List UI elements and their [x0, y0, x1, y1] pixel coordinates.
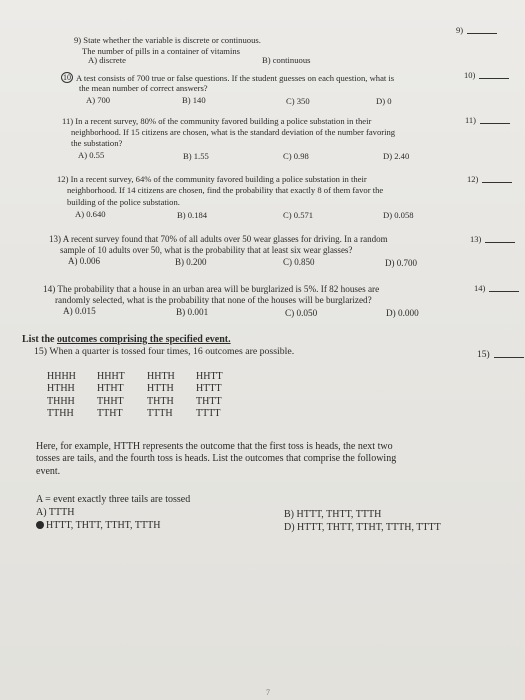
answer-blank-12[interactable] [467, 174, 512, 184]
bleed-through-text [430, 508, 432, 518]
choice-d[interactable]: D) 0.000 [386, 308, 419, 318]
question-stem: 13) A recent survey found that 70% of all adults over 50 wear glasses for driving. In a random [49, 234, 388, 244]
question-stem: 9) State whether the variable is discrete or continuous. [74, 35, 261, 45]
outcome-cell: THTH [147, 396, 174, 407]
choice-d[interactable]: D) 0.058 [383, 210, 414, 220]
outcome-cell: THTT [196, 396, 222, 407]
explanation-line: tosses are tails, and the fourth toss is heads. List the outcomes that comprise the following [36, 453, 397, 464]
blank-label: 14) [474, 283, 486, 293]
choice-a[interactable]: A) 700 [86, 95, 111, 105]
outcome-cell: TTTH [147, 408, 173, 419]
choice-a[interactable]: A) discrete [88, 55, 126, 65]
choice-c[interactable]: HTTT, THTT, TTHT, TTTH [36, 520, 160, 532]
outcome-cell: TTHH [47, 408, 74, 419]
outcome-cell: HHHT [97, 371, 125, 382]
question-stem: 15) When a quarter is tossed four times, 16 outcomes are possible. [34, 346, 295, 357]
question-stem-cont: neighborhood. If 15 citizens are chosen, what is the standard deviation of the number favoring [71, 127, 396, 137]
blank-label: 11) [465, 115, 477, 125]
choice-b[interactable]: B) continuous [262, 55, 311, 65]
answer-blank-14[interactable] [474, 283, 519, 293]
choice-d[interactable]: D) 0.700 [385, 258, 417, 268]
choice-c[interactable]: C) 350 [286, 96, 310, 106]
question-stem: A test consists of 700 true or false questions. If the student guesses on each question, what is [76, 73, 395, 83]
choice-a[interactable]: A) TTTH [36, 507, 75, 518]
question-stem: 14) The probability that a house in an urban area will be burglarized is 5%. If 82 houses are [43, 284, 380, 294]
choice-b[interactable]: B) 0.200 [175, 257, 207, 267]
question-stem-cont: building of the police substation. [67, 197, 180, 207]
section-heading: List the outcomes comprising the specified event. [22, 334, 231, 345]
page-mark: 7 [266, 688, 270, 697]
outcome-cell: TTTT [196, 408, 221, 419]
event-definition: A = event exactly three tails are tossed [36, 494, 191, 505]
question-stem: 12) In a recent survey, 64% of the community favored building a police substation in their [57, 174, 367, 184]
choice-a[interactable]: A) 0.55 [78, 150, 105, 160]
outcome-cell: THHT [97, 396, 124, 407]
choice-a[interactable]: A) 0.640 [75, 209, 106, 219]
choice-b[interactable]: B) HTTT, THTT, TTTH [284, 509, 382, 520]
question-number-circled: 10 [63, 73, 71, 82]
choice-b[interactable]: B) 1.55 [183, 151, 209, 161]
filled-bubble-icon [36, 521, 44, 529]
outcome-cell: HHTH [147, 371, 175, 382]
choice-a[interactable]: A) 0.006 [68, 256, 100, 266]
choice-b[interactable]: B) 0.184 [177, 210, 208, 220]
choice-d[interactable]: D) 2.40 [383, 151, 410, 161]
answer-blank-13[interactable] [470, 234, 515, 244]
blank-label: 9) [456, 25, 464, 35]
choice-c[interactable]: C) 0.571 [283, 210, 314, 220]
blank-label: 13) [470, 234, 482, 244]
outcome-cell: HTHT [97, 383, 124, 394]
outcome-cell: HHTT [196, 371, 223, 382]
choice-b[interactable]: B) 0.001 [176, 307, 209, 317]
outcome-cell: HTTT [196, 383, 222, 394]
choice-c[interactable]: C) 0.98 [283, 151, 309, 161]
question-stem-cont: the substation? [71, 138, 123, 148]
blank-label: 12) [467, 174, 479, 184]
question-stem-cont: randomly selected, what is the probability that none of the houses will be burglarized? [55, 295, 372, 305]
answer-blank-11[interactable] [465, 115, 510, 125]
choice-a[interactable]: A) 0.015 [63, 306, 96, 316]
outcome-cell: HTHH [47, 383, 75, 394]
explanation-line: Here, for example, HTTH represents the outcome that the first toss is heads, the next two [36, 441, 393, 452]
choice-d[interactable]: D) 0 [376, 96, 392, 106]
choice-d[interactable]: D) HTTT, THTT, TTHT, TTTH, TTTT [284, 522, 441, 533]
question-subtext: The number of pills in a container of vitamins [82, 46, 240, 56]
outcome-cell: THHH [47, 396, 75, 407]
outcome-cell: TTHT [97, 408, 123, 419]
question-stem-cont: neighborhood. If 14 citizens are chosen, find the probability that exactly 8 of them favor the [67, 185, 384, 195]
blank-label: 10) [464, 70, 476, 80]
question-stem-cont: sample of 10 adults over 50, what is the probability that at least six wear glasses? [60, 245, 353, 255]
answer-blank-10[interactable] [464, 70, 509, 80]
explanation-line: event. [36, 466, 61, 477]
question-stem: 11) In a recent survey, 80% of the community favored building a police substation in their [62, 116, 372, 126]
outcome-cell: HTTH [147, 383, 174, 394]
question-stem-cont: the mean number of correct answers? [79, 83, 208, 93]
blank-label: 15) [477, 350, 490, 360]
answer-blank-15[interactable] [477, 350, 524, 360]
outcome-cell: HHHH [47, 371, 76, 382]
choice-b[interactable]: B) 140 [182, 95, 206, 105]
answer-blank-9[interactable] [456, 25, 497, 35]
choice-c[interactable]: C) 0.850 [283, 257, 315, 267]
choice-c[interactable]: C) 0.050 [285, 308, 318, 318]
